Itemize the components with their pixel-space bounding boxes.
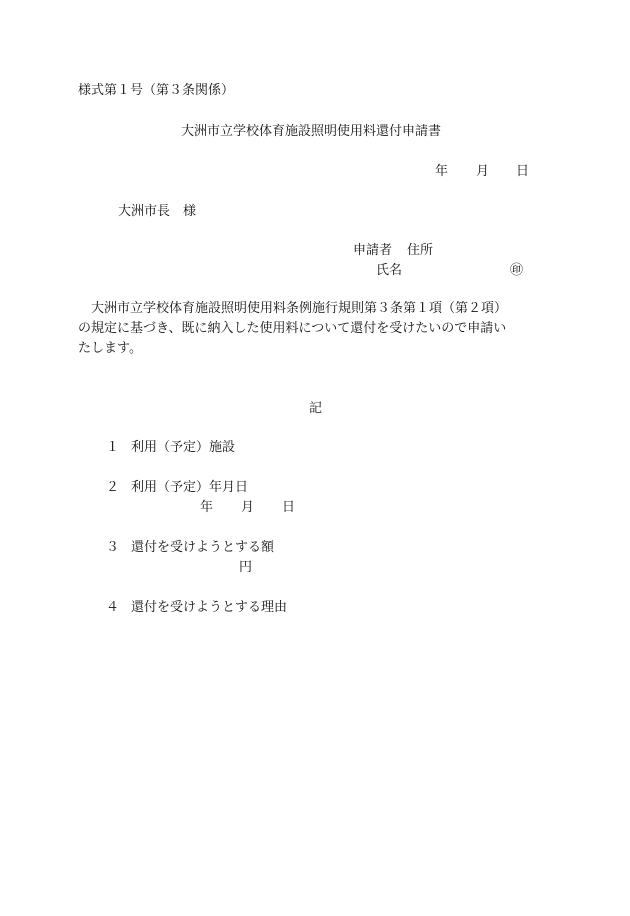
form-number: 様式第１号（第３条関係） (78, 83, 235, 98)
date-year-label: 年 (435, 164, 449, 179)
item-3-unit-label: 円 (239, 560, 253, 575)
seal-mark: ㊞ (510, 263, 524, 278)
applicant-address-label: 住所 (407, 243, 434, 258)
document-title: 大洲市立学校体育施設照明使用料還付申請書 (181, 124, 442, 139)
body-line-3: たします。 (78, 341, 142, 356)
item-4-number: ４ (106, 600, 120, 615)
item-2-number: ２ (106, 480, 120, 495)
date-month-label: 月 (476, 164, 490, 179)
body-line-1: 大洲市立学校体育施設照明使用料条例施行規則第３条第１項（第２項） (78, 301, 508, 316)
date-day-label: 日 (516, 164, 530, 179)
item-2-label: 利用（予定）年月日 (131, 480, 249, 495)
item-1-label: 利用（予定）施設 (131, 440, 236, 455)
item-3-label: 還付を受けようとする額 (131, 540, 275, 555)
addressee: 大洲市長 様 (118, 204, 197, 219)
item-3-number: ３ (106, 540, 120, 555)
item-1-number: １ (106, 440, 120, 455)
applicant-name-label: 氏名 (376, 263, 403, 278)
applicant-label: 申請者 (353, 243, 393, 258)
item-4-label: 還付を受けようとする理由 (131, 600, 288, 615)
body-line-2: の規定に基づき、既に納入した使用料について還付を受けたいので申請い (78, 321, 507, 336)
item-2-month-label: 月 (241, 500, 255, 515)
item-2-year-label: 年 (200, 500, 214, 515)
ki-heading: 記 (309, 401, 323, 416)
item-2-day-label: 日 (282, 500, 296, 515)
